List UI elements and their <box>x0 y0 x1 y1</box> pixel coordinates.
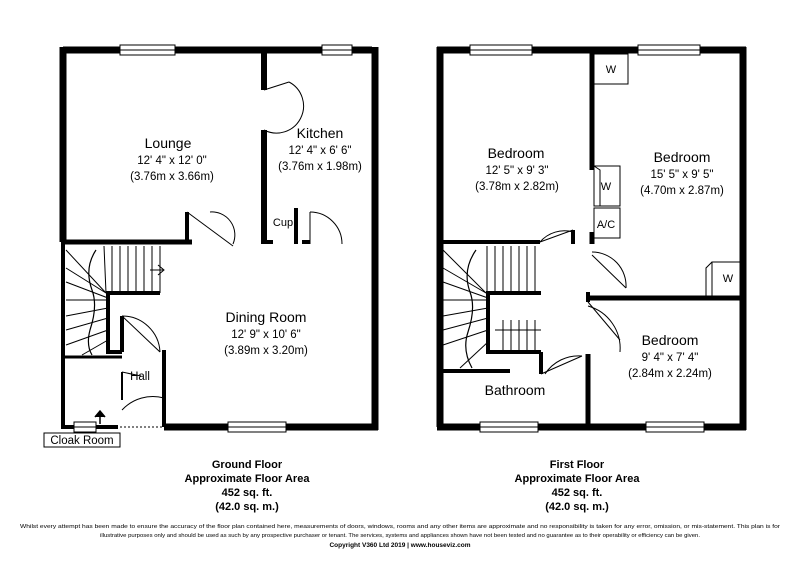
bedroom-3-name: Bedroom <box>641 332 699 348</box>
kitchen-name: Kitchen <box>296 125 344 141</box>
cloak-room-label: Cloak Room <box>50 435 114 447</box>
ground-floor-walls <box>61 47 378 430</box>
bedroom-3-imperial: 9' 4" x 7' 4" <box>641 352 699 364</box>
lounge-name: Lounge <box>144 135 192 151</box>
bedroom-1-imperial: 12' 5" x 9' 3" <box>485 165 549 177</box>
bedroom-1-name: Bedroom <box>487 145 545 161</box>
ground-floor-stairs <box>66 246 164 355</box>
first-floor-stairs <box>443 246 541 368</box>
bathroom-name: Bathroom <box>484 382 546 398</box>
first-floor-subtitle: Approximate Floor Area <box>514 473 640 485</box>
ground-floor-sqm: (42.0 sq. m.) <box>215 501 279 513</box>
bedroom-2-imperial: 15' 5" x 9' 5" <box>650 169 714 181</box>
bedroom-1-metric: (3.78m x 2.82m) <box>475 181 559 193</box>
copyright: Copyright V360 Ltd 2019 | www.houseviz.com <box>329 542 471 549</box>
first-floor-sqm: (42.0 sq. m.) <box>545 501 609 513</box>
kitchen-metric: (3.76m x 1.98m) <box>278 161 362 173</box>
first-floor-title: First Floor <box>549 459 605 471</box>
ground-floor-subtitle: Approximate Floor Area <box>184 473 310 485</box>
bedroom-2-metric: (4.70m x 2.87m) <box>640 185 724 197</box>
disclaimer-line-1: Whilst every attempt has been made to ensure the accuracy of the floor plan contained here, measurements of doors, windows, rooms and any other items are approximate and no responsibility is taken for any error, omission, or mis-statement. This plan is for <box>20 524 781 530</box>
wardrobe-label-2: W <box>600 181 612 193</box>
lounge-metric: (3.76m x 3.66m) <box>130 171 214 183</box>
airing-cupboard-label: A/C <box>596 219 616 231</box>
wardrobe-label-3: W <box>722 273 734 285</box>
hall-label: Hall <box>130 371 150 383</box>
bedroom-2-name: Bedroom <box>653 149 711 165</box>
bedroom-3-metric: (2.84m x 2.24m) <box>628 368 712 380</box>
kitchen-imperial: 12' 4" x 6' 6" <box>288 145 352 157</box>
dining-room-imperial: 12' 9" x 10' 6" <box>231 329 301 341</box>
lounge-imperial: 12' 4" x 12' 0" <box>137 155 207 167</box>
cupboard-label: Cup <box>272 217 294 229</box>
first-floor-doors <box>540 230 626 374</box>
disclaimer-line-2: illustrative purposes only and should be used as such by any prospective purchaser or tenant. The services, systems and appliances shown have not been tested and no guarantee as to their operability or efficiency can be given. <box>100 533 701 539</box>
ground-floor-title: Ground Floor <box>211 459 283 471</box>
first-floor-sqft: 452 sq. ft. <box>551 487 603 499</box>
wardrobe-label-1: W <box>605 64 617 76</box>
dining-room-metric: (3.89m x 3.20m) <box>224 345 308 357</box>
dining-room-name: Dining Room <box>225 309 307 325</box>
ground-floor-sqft: 452 sq. ft. <box>221 487 273 499</box>
